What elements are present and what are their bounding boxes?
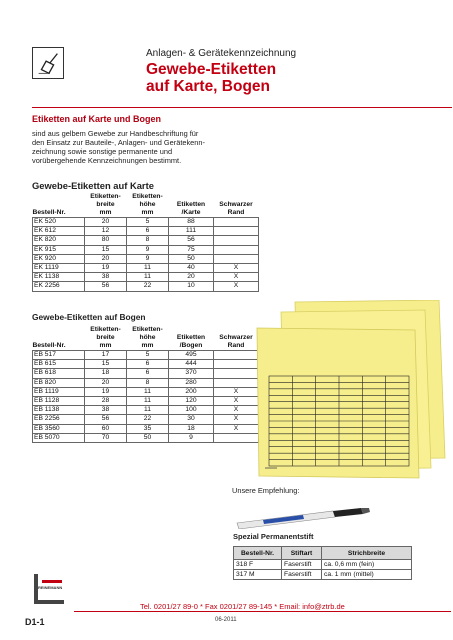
table-row [33,218,259,227]
table-cell: EB 615 [33,360,85,369]
table-cell: 6 [127,227,169,236]
category-label: Anlagen- & Gerätekennzeichnung [146,48,297,59]
table-cell: 17 [85,351,127,360]
table-row [33,245,259,254]
table-cell: EB 1138 [33,406,85,415]
table-cell: EB 1119 [33,387,85,396]
company-logo [30,572,68,604]
table-cell: 495 [169,351,214,360]
category-icon [32,47,64,79]
table-cell: 317 M [234,570,282,580]
table-cell: 6 [127,369,169,378]
title-line-1: Gewebe-Etiketten [146,61,277,78]
table-cell: 38 [85,406,127,415]
page-number: D1-1 [25,617,45,627]
table-row [33,273,259,282]
table-cell: 9 [127,245,169,254]
col-header: mm [127,342,169,351]
table-cell [214,433,259,442]
header-divider [32,107,452,108]
table-cell: X [214,273,259,282]
table-cell: 56 [85,415,127,424]
product-image [255,300,451,480]
table-cell: EK 2256 [33,282,85,291]
title-line-2: auf Karte, Bogen [146,78,271,95]
table-cell: 318 F [234,560,282,570]
table-cell: 15 [85,360,127,369]
table-cell: EB 5070 [33,433,85,442]
table-cell: 120 [169,397,214,406]
col-header: breite [96,201,115,208]
bogen-table [32,326,259,443]
contact-info: Tel. 0201/27 89-0 * Fax 0201/27 89-145 * Email: info@ztrb.de [140,602,345,611]
table-row [33,282,259,291]
table-cell [214,245,259,254]
table-cell: 200 [169,387,214,396]
table-cell: 444 [169,360,214,369]
pen-table [233,546,412,580]
table-cell: Faserstift [282,560,322,570]
col-header: mm [85,209,127,218]
table-cell: 6 [127,360,169,369]
table-cell: 10 [169,282,214,291]
intro-heading: Etiketten auf Karte und Bogen [32,114,162,124]
intro-line: vorübergehende Kennzeichnungen bestimmt. [32,156,182,165]
col-header: Strichbreite [322,547,412,560]
table-row [33,415,259,424]
table-cell: EB 2256 [33,415,85,424]
table-cell: 18 [169,424,214,433]
page-title [146,61,276,95]
karte-table [32,193,259,292]
table-row [33,254,259,263]
table-cell: 35 [127,424,169,433]
col-header: Etiketten- [90,193,121,200]
table-cell [214,227,259,236]
table-cell: EK 1138 [33,273,85,282]
table-cell: X [214,387,259,396]
table-cell [214,378,259,387]
table-cell: ca. 1 mm (mittel) [322,570,412,580]
table-cell [214,218,259,227]
table-row [33,424,259,433]
table-cell: 80 [85,236,127,245]
table-cell: EB 618 [33,369,85,378]
col-header: Rand [214,342,259,351]
marker-pen-image [233,505,373,529]
pen-section-title: Spezial Permanentstift [233,532,314,541]
col-header: höhe [139,201,156,208]
table-cell: X [214,282,259,291]
table-cell: 20 [85,378,127,387]
table-cell: 280 [169,378,214,387]
table-cell: 88 [169,218,214,227]
col-header: mm [127,209,169,218]
col-header: Etiketten- [132,193,163,200]
table-cell [214,360,259,369]
table-cell: 30 [169,415,214,424]
table-cell: EB 820 [33,378,85,387]
intro-text [32,129,205,165]
table-cell: 22 [127,282,169,291]
table-cell: 40 [169,264,214,273]
table-cell: 56 [85,282,127,291]
table-cell: 20 [85,218,127,227]
col-header: /Karte [169,209,214,218]
table-cell: EB 3560 [33,424,85,433]
intro-line: zeichnung sowie sonstige permanente und [32,147,173,156]
col-header: breite [96,334,115,341]
table-cell: 50 [169,254,214,263]
col-header: Stiftart [282,547,322,560]
table-cell: 50 [127,433,169,442]
table-row [234,570,412,580]
table-cell: X [214,406,259,415]
table-cell: 370 [169,369,214,378]
table-cell: 38 [85,273,127,282]
print-date: 06-2011 [215,617,237,623]
table-cell: 9 [169,433,214,442]
table-cell: 5 [127,351,169,360]
table-row [33,378,259,387]
footer-divider [74,611,451,612]
col-header: Schwarzer [219,201,253,208]
table-row [33,397,259,406]
table-cell: EK 520 [33,218,85,227]
col-header: höhe [139,334,156,341]
table-cell: 28 [85,397,127,406]
col-header: mm [85,342,127,351]
table-cell: 5 [127,218,169,227]
table-cell: 18 [85,369,127,378]
table-cell: 11 [127,387,169,396]
table-cell: 100 [169,406,214,415]
table-cell: 11 [127,397,169,406]
table-cell: EK 1119 [33,264,85,273]
table-cell: 19 [85,264,127,273]
table-cell: 12 [85,227,127,236]
karte-section-title: Gewebe-Etiketten auf Karte [32,180,154,191]
table-cell: X [214,264,259,273]
table-cell: 8 [127,378,169,387]
table-cell [214,236,259,245]
table-cell: ca. 0,6 mm (fein) [322,560,412,570]
table-row [33,236,259,245]
col-header: /Bogen [169,342,214,351]
table-cell: 56 [169,236,214,245]
table-cell: 60 [85,424,127,433]
table-cell [214,254,259,263]
table-cell: EK 920 [33,254,85,263]
table-row [33,351,259,360]
table-cell: 9 [127,254,169,263]
table-cell: 20 [169,273,214,282]
table-row [33,227,259,236]
col-header: Etiketten- [132,326,163,333]
table-cell: X [214,415,259,424]
table-cell: EK 820 [33,236,85,245]
table-row [234,560,412,570]
intro-line: den Einsatz zur Bauteile-, Anlagen- und Gerätekenn- [32,138,205,147]
col-header: Bestell-Nr. [33,342,85,351]
table-cell: EK 915 [33,245,85,254]
col-header: Etiketten [176,334,206,341]
table-cell: X [214,424,259,433]
col-header: Bestell-Nr. [33,209,85,218]
table-cell: 19 [85,387,127,396]
table-cell: 8 [127,236,169,245]
table-row [33,369,259,378]
logo-wordmark: REINEMANN [38,585,63,590]
table-cell: X [214,397,259,406]
table-cell: 11 [127,273,169,282]
table-row [33,406,259,415]
table-cell: EK 612 [33,227,85,236]
table-cell: 11 [127,264,169,273]
table-cell: Faserstift [282,570,322,580]
table-row [33,360,259,369]
table-cell: 111 [169,227,214,236]
col-header: Schwarzer [219,334,253,341]
col-header: Etiketten [176,201,206,208]
col-header: Rand [214,209,259,218]
table-cell [214,351,259,360]
table-cell: 22 [127,415,169,424]
table-cell: EB 517 [33,351,85,360]
table-cell: 11 [127,406,169,415]
table-cell: 75 [169,245,214,254]
bogen-section-title: Gewebe-Etiketten auf Bogen [32,312,146,322]
table-cell [214,369,259,378]
table-row [33,264,259,273]
intro-line: sind aus gelbem Gewebe zur Handbeschriftung für [32,129,199,138]
table-cell: 20 [85,254,127,263]
col-header: Etiketten- [90,326,121,333]
recommendation-label: Unsere Empfehlung: [232,486,300,495]
table-cell: 15 [85,245,127,254]
table-row [33,387,259,396]
table-row [33,433,259,442]
table-cell: 70 [85,433,127,442]
table-cell: EB 1128 [33,397,85,406]
col-header: Bestell-Nr. [234,547,282,560]
